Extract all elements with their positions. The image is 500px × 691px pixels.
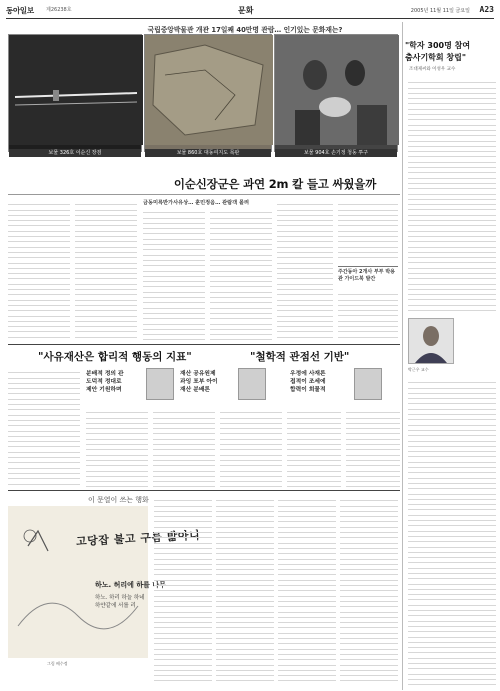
- column-body-2: [408, 378, 496, 688]
- quote-line: 분배적 정의 관: [86, 371, 124, 377]
- photo-caption: 보물 904호 손기정 청동 투구: [275, 149, 397, 157]
- masthead: [6, 5, 494, 19]
- top-kicker: 국립중앙박물관 개관 17일째 40만명 관람… 인기있는 문화재는?: [147, 26, 343, 34]
- photo-caption: 보물 326호 이순신 장검: [9, 149, 141, 157]
- promo-text: 주간동아 2개사 부부 박용관 가이드북 발간: [338, 269, 396, 282]
- column-body-1: [408, 78, 496, 314]
- poem-title: 하노. 허리에 하를 나무: [95, 581, 166, 589]
- divider: [8, 490, 400, 491]
- photo-map: [144, 34, 272, 156]
- pull-quote-center: [180, 370, 236, 394]
- author-thumb-left: [146, 368, 174, 400]
- debate-body-c4: [287, 408, 341, 488]
- debate-heading-right: "철학적 관점선 기반": [250, 351, 350, 363]
- feature-kicker: 이 문열이 쓰는 행화: [88, 496, 149, 504]
- quote-line: 제안 기원하며: [86, 387, 122, 393]
- debate-body-c3: [220, 408, 282, 488]
- article-body-col4: [210, 208, 272, 342]
- debate-body-c2: [153, 408, 215, 488]
- poem-line: 하노. 하리 하늘 하네: [95, 595, 145, 601]
- photo-caption: 보물 860호 대동여지도 목판: [145, 149, 271, 157]
- quote-line: 합력이 희물적: [290, 387, 326, 393]
- quote-line: 재산 분배론: [180, 387, 211, 393]
- article-body-col2: [75, 200, 137, 342]
- inline-subheadline: 금동미륵반가사유상… 훈민정음… 관람객 몰려: [143, 200, 249, 206]
- column-divider: [402, 22, 403, 690]
- column-title-line1: "학자 300명 참여: [405, 41, 471, 50]
- poem-body: [95, 594, 145, 610]
- article-body-col1: [8, 200, 70, 342]
- debate-body-c5: [346, 408, 400, 488]
- column-title-line2: 춤사기학회 창립": [405, 53, 467, 62]
- author-thumb-center: [238, 368, 266, 400]
- newspaper-logo: 동아일보: [6, 6, 34, 15]
- feature-body-c2: [216, 496, 274, 686]
- column-title: [405, 40, 497, 64]
- pull-quote-left: [86, 370, 146, 394]
- divider: [8, 344, 400, 345]
- sword-image: [9, 35, 143, 145]
- author-portrait: [408, 318, 454, 364]
- quote-line: 접적이 조세에: [290, 379, 326, 385]
- section-title: 문화: [238, 6, 254, 15]
- debate-heading-left: "사유재산은 합리적 행동의 지표": [38, 351, 192, 363]
- quote-line: 재산 공유원제: [180, 371, 216, 377]
- photo-helmet: [274, 34, 398, 156]
- feature-body-c4: [340, 496, 398, 686]
- quote-line: 과잉 포부 아이: [180, 379, 218, 385]
- quote-line: 도덕적 정대로: [86, 379, 122, 385]
- poem-line: 하얀같에 서를 리: [95, 603, 136, 609]
- divider: [8, 194, 400, 195]
- article-body-col5: [277, 200, 333, 342]
- column-byline: 조대제씨와 이성우 교수: [409, 67, 456, 72]
- photo-sword: [8, 34, 142, 156]
- page-number: A23: [479, 5, 494, 14]
- date-line: 2005년 11월 11일 금요일: [410, 8, 470, 14]
- issue-number: 제26238호: [46, 7, 72, 13]
- author-thumb-right: [354, 368, 382, 400]
- debate-body-left: [8, 368, 80, 488]
- feature-body-c3: [278, 496, 336, 686]
- portrait-caption: 박근우 교수: [408, 367, 429, 372]
- promo-box: [338, 266, 398, 283]
- pull-quote-right: [290, 370, 346, 394]
- helmet-visitors-image: [275, 35, 399, 145]
- feature-brush-title: 고당잡 불고 구름 밟아니: [75, 528, 201, 549]
- article-body-col7: [338, 290, 398, 342]
- debate-body-c1: [86, 408, 148, 488]
- article-body-col6: [338, 200, 398, 260]
- painting-caption: 그림 배수정: [47, 661, 68, 666]
- feature-body-c1: [154, 496, 212, 686]
- map-woodblock-image: [145, 35, 273, 145]
- article-body-col3: [143, 208, 205, 342]
- quote-line: 우정에 사재론: [290, 371, 326, 377]
- person-photo: [409, 319, 453, 363]
- main-headline: 이순신장군은 과연 2m 칼 들고 싸웠을까: [173, 177, 377, 191]
